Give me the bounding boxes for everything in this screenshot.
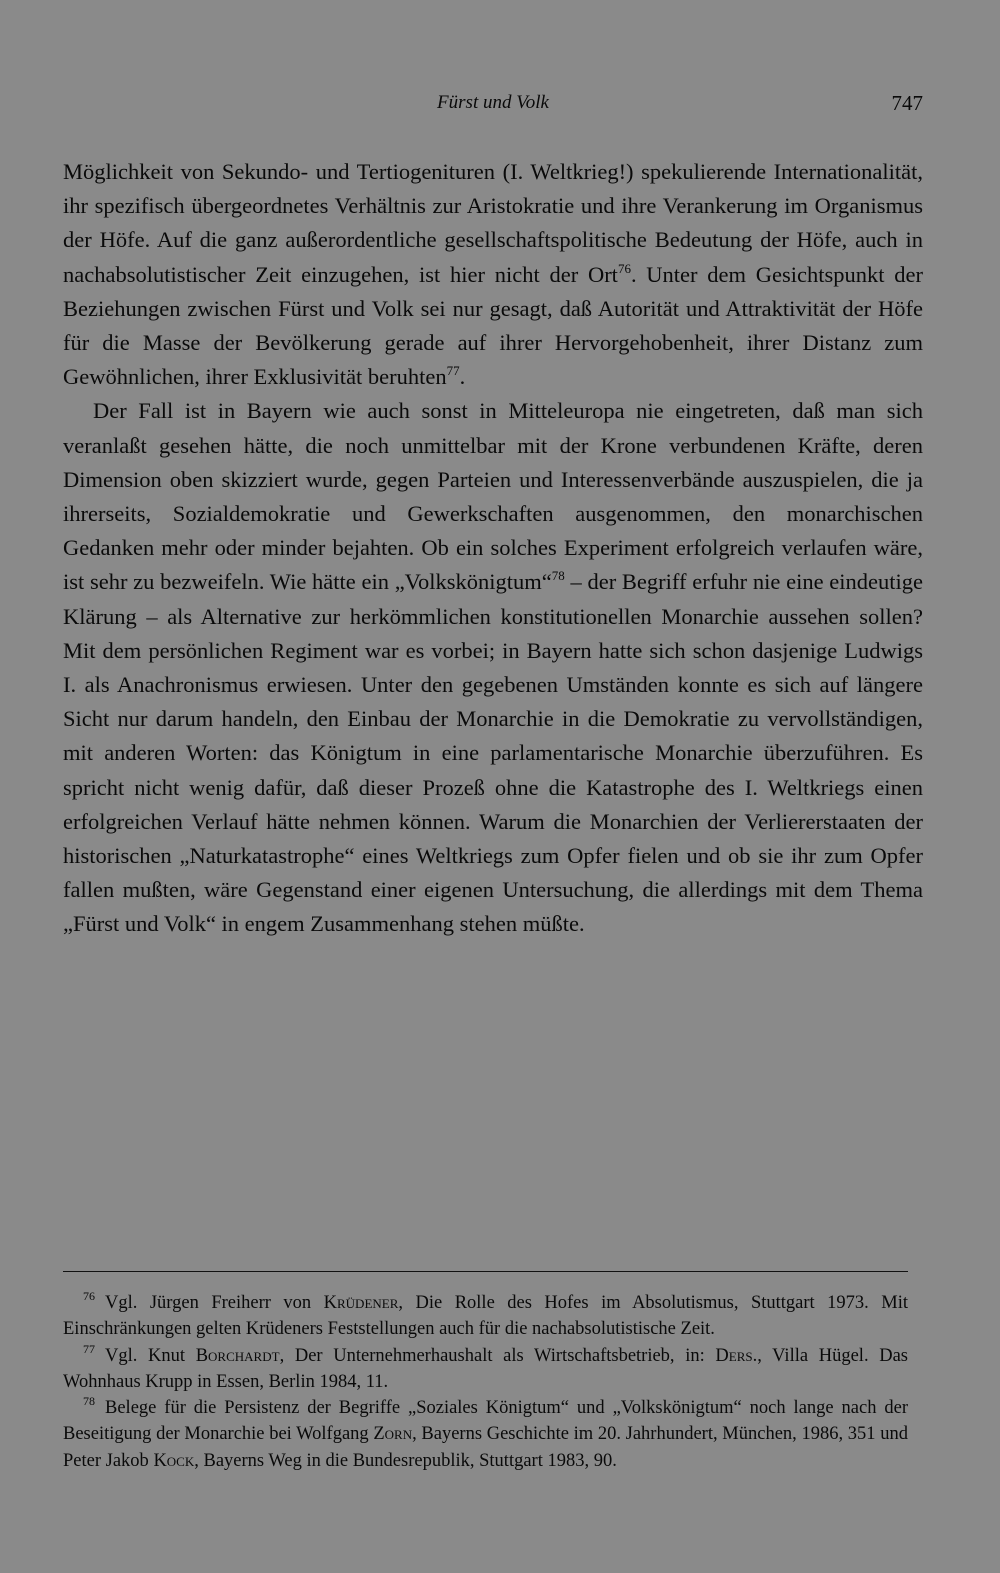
author-name: Kock xyxy=(153,1450,195,1471)
author-name: Zorn xyxy=(373,1424,413,1445)
footnote-ref-76: 76 xyxy=(617,260,631,276)
paragraph-2-text-a: Der Fall ist in Bayern wie auch sonst in Mitteleuropa nie eingetreten, daß man sich veranlaßt gesehen hätte, die noch unmittelbar mit der Krone verbundenen Kräfte, deren Dimension oben skizziert wurde, gegen Parteien und Interessenverbände auszuspielen, die ja ihrerseits, Sozialdemokratie und Gewerkschaften ausgenommen, den monarchischen Gedanken mehr oder minder bejahten. Ob ein solches Experiment erfolgreich verlaufen wäre, ist sehr zu bezweifeln. Wie hätte ein „Volkskönigtum“ xyxy=(63,398,923,595)
footnote-76 xyxy=(63,1290,908,1343)
footnote-text: Vgl. Jürgen Freiherr von xyxy=(105,1293,324,1313)
footnote-divider xyxy=(63,1271,908,1272)
footnote-text: , Villa Hügel. Das Wohnhaus Krupp in Essen, Berlin 1984, 11. xyxy=(63,1345,908,1392)
footnote-number: 78 xyxy=(83,1394,95,1409)
author-name: Borchardt xyxy=(195,1345,280,1366)
running-head xyxy=(63,88,923,118)
footnote-ref-77: 77 xyxy=(446,363,460,379)
paragraph-2 xyxy=(63,394,923,941)
author-name: Ders. xyxy=(715,1345,758,1366)
footnote-text: , Bayerns Geschichte im 20. Jahrhundert, München, 1986, 351 und Peter Jakob xyxy=(63,1424,908,1471)
footnote-text: , Die Rolle des Hofes im Absolutismus, Stuttgart 1973. Mit Einschränkungen gelten Krüdeners Feststellungen auch für die nachabsolutistische Zeit. xyxy=(63,1293,908,1340)
paragraph-1-text-b: . Unter dem Gesichtspunkt der Beziehungen zwischen Fürst und Volk sei nur gesagt, daß Autorität und Attraktivität der Höfe für die Masse der Bevölkerung gerade auf ihrer Hervorgehobenheit, ihrer Distanz zum Gewöhnlichen, ihrer Exklusivität beruhten xyxy=(63,261,923,390)
footnote-text: Vgl. Knut xyxy=(105,1345,196,1366)
footnote-ref-78: 78 xyxy=(551,568,565,584)
body-text xyxy=(63,155,923,942)
page-number: 747 xyxy=(891,91,923,115)
running-title: Fürst und Volk xyxy=(437,92,549,113)
footnotes xyxy=(63,1290,908,1474)
paragraph-1-text-c: . xyxy=(459,364,466,390)
footnote-text: Belege für die Persistenz der Begriffe „Soziales Königtum“ und „Volkskönigtum“ noch lange nach der Beseitigung der Monarchie bei Wolfgang xyxy=(63,1398,908,1445)
footnote-77 xyxy=(63,1343,908,1396)
author-name: Krüdener xyxy=(323,1293,399,1313)
paragraph-1 xyxy=(63,155,923,394)
footnote-number: 77 xyxy=(83,1341,95,1356)
paragraph-2-text-b: – der Begriff erfuhr nie eine eindeutige Klärung – als Alternative zur herkömmlichen konstitutionellen Monarchie aussehen sollen? Mit dem persönlichen Regiment war es vorbei; in Bayern hatte sich schon dasjenige Ludwigs I. als Anachronismus erwiesen. Unter den gegebenen Umständen konnte es sich auf längere Sicht nur darum handeln, den Einbau der Monarchie in die Demokratie zu vervollständigen, mit anderen Worten: das Königtum in eine parlamentarische Monarchie überzuführen. Es spricht nicht wenig dafür, daß dieser Prozeß ohne die Katastrophe des I. Weltkriegs einen erfolgreichen Verlauf hätte nehmen können. Warum die Monarchien der Verliererstaaten der historischen „Naturkatastrophe“ eines Weltkriegs zum Opfer fielen und ob sie ihr zum Opfer fallen mußten, wäre Gegenstand einer eigenen Untersuchung, die allerdings mit dem Thema „Fürst und Volk“ in engem Zusammenhang stehen müßte. xyxy=(63,569,924,937)
paragraph-1-text-a: Möglichkeit von Sekundo- und Tertiogenituren (I. Weltkrieg!) spekulierende Internationalität, ihr spezifisch übergeordnetes Verhältnis zur Aristokratie und ihre Verankerung im Organismus der Höfe. Auf die ganz außerordentliche gesellschaftspolitische Bedeutung der Höfe, auch in nachabsolutistischer Zeit einzugehen, ist hier nicht der Ort xyxy=(63,159,923,287)
footnote-number: 76 xyxy=(83,1289,95,1303)
footnote-78 xyxy=(63,1395,908,1474)
footnote-text: , Der Unternehmerhaushalt als Wirtschaftsbetrieb, in: xyxy=(279,1345,716,1366)
footnote-text: , Bayerns Weg in die Bundesrepublik, Stuttgart 1983, 90. xyxy=(194,1450,617,1471)
